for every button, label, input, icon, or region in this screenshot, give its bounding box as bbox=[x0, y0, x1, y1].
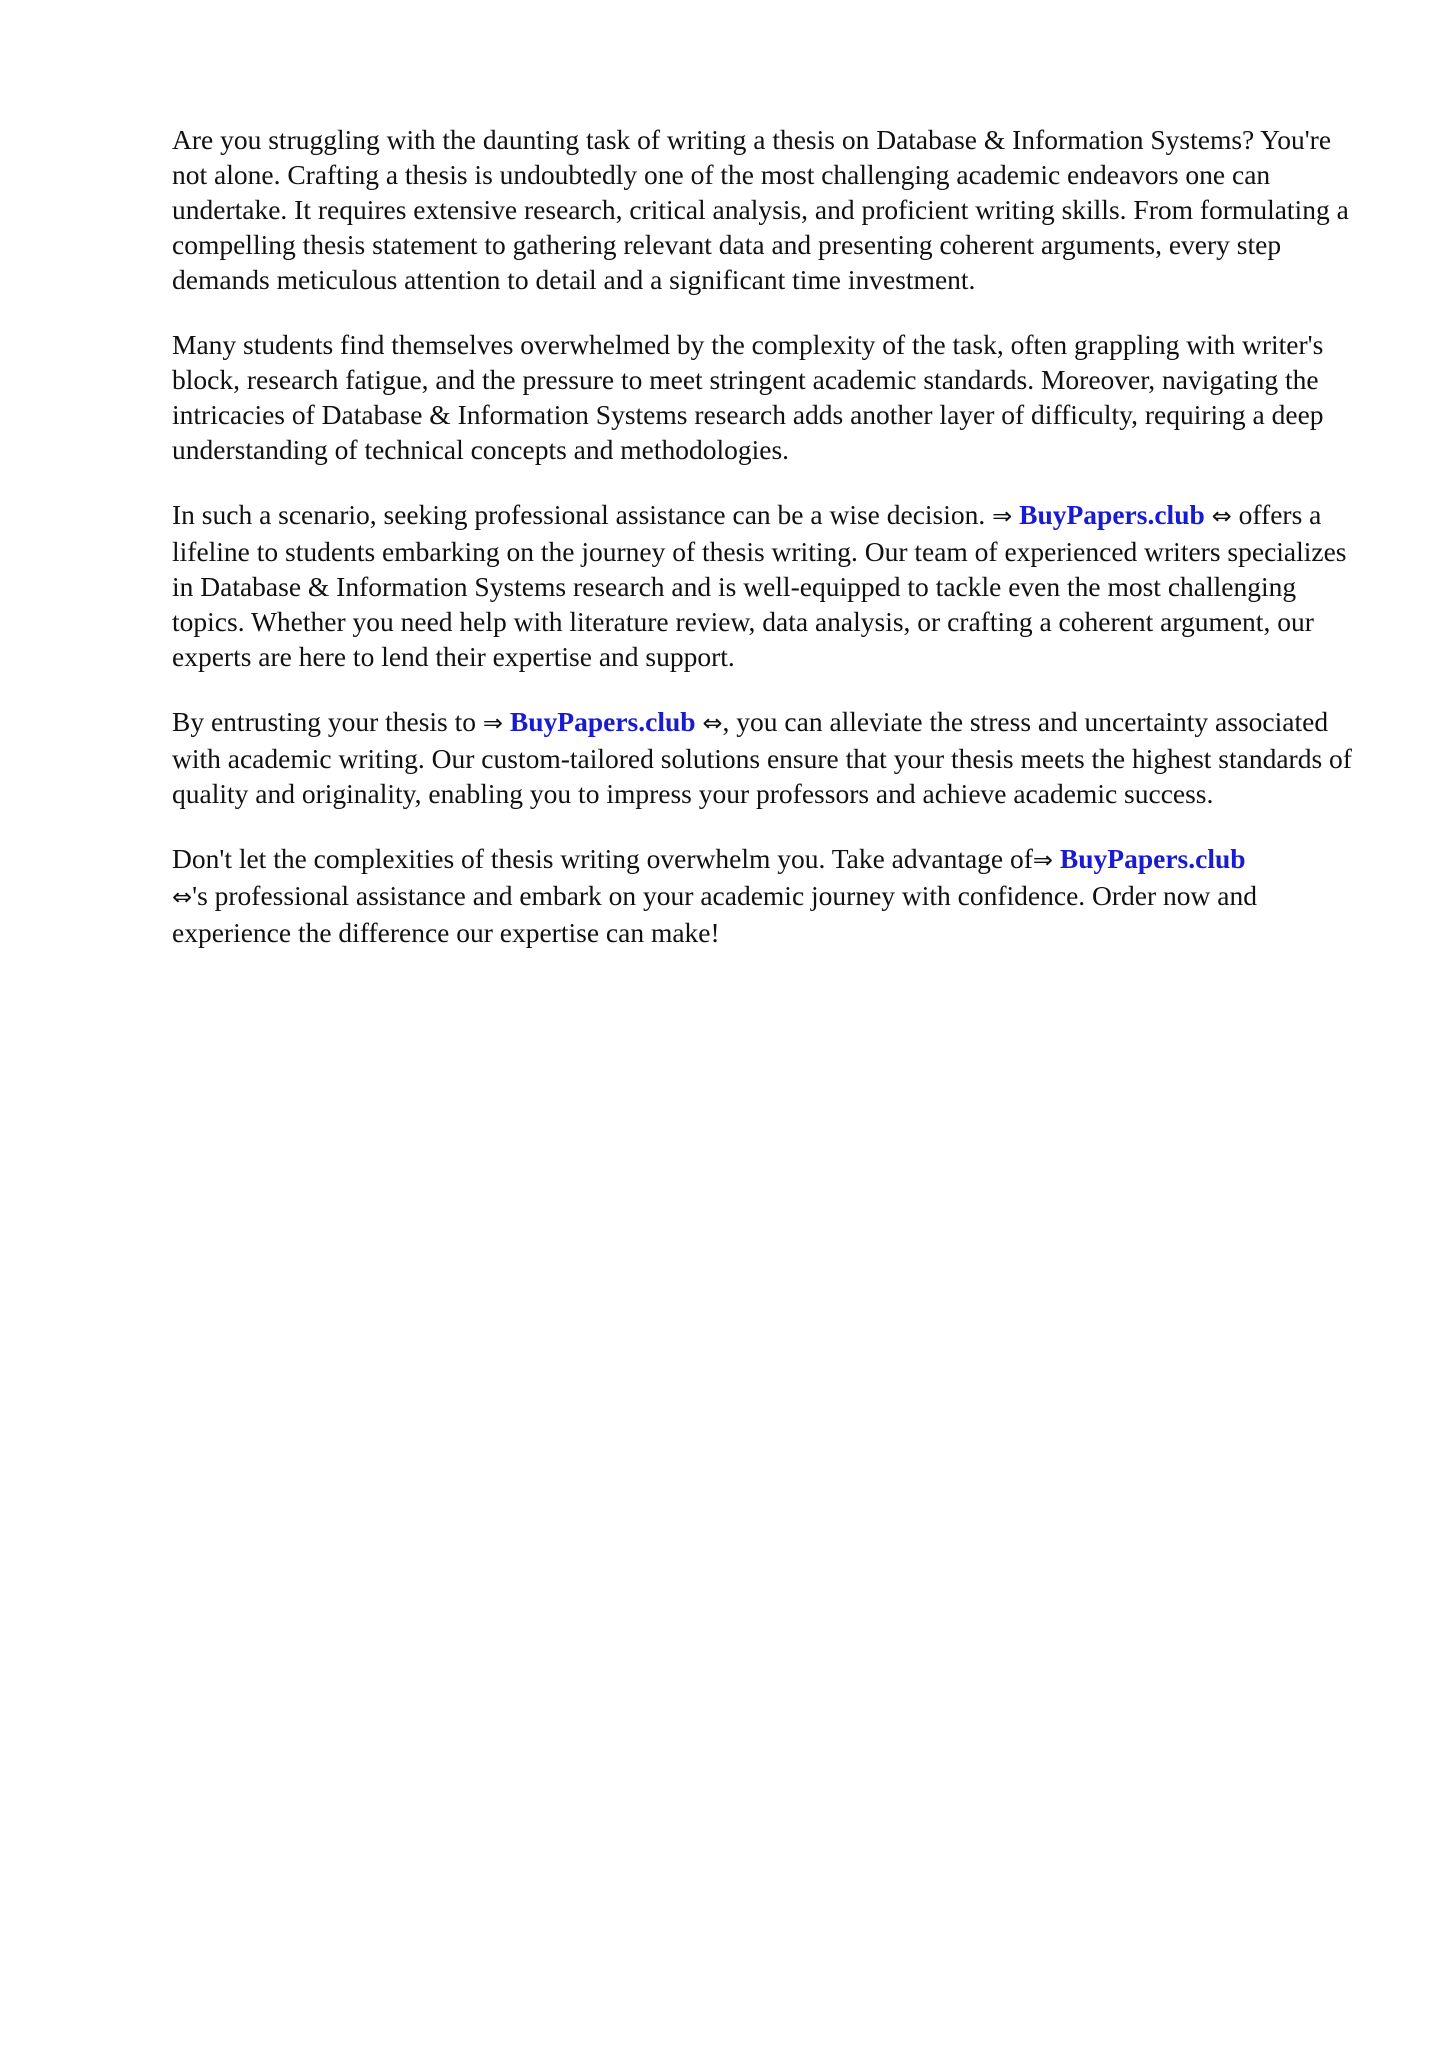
right-arrow-icon: ⇒ bbox=[482, 709, 504, 737]
paragraph-entrusting-text-after: , you can alleviate the stress and uncertainty associated with academic writing. Our custom-tailored solutions ensure that your thesis meets the highest standards of quality and originality, enabling you to impress your professors and achieve academic success. bbox=[172, 706, 1352, 809]
paragraph-entrusting bbox=[172, 704, 1372, 811]
double-arrow-icon: ⇔ bbox=[702, 709, 723, 737]
paragraph-assistance-text-before: In such a scenario, seeking professional assistance can be a wise decision. bbox=[172, 499, 993, 530]
double-arrow-icon: ⇔ bbox=[1211, 502, 1232, 530]
paragraph-entrusting-text-before: By entrusting your thesis to bbox=[172, 706, 483, 737]
paragraph-assistance bbox=[172, 497, 1372, 674]
buypapers-link[interactable]: BuyPapers.club bbox=[509, 706, 696, 737]
paragraph-challenges: Many students find themselves overwhelmed by the complexity of the task, often grappling with writer's block, research fatigue, and the pressure to meet stringent academic standards. Moreover, navigating the intricacies of Database & Information Systems research adds another layer of difficulty, requiring a deep understanding of technical concepts and methodologies. bbox=[172, 329, 1324, 465]
buypapers-link[interactable]: BuyPapers.club bbox=[1059, 843, 1246, 874]
right-arrow-icon: ⇒ bbox=[1032, 846, 1054, 874]
buypapers-link[interactable]: BuyPapers.club bbox=[1019, 499, 1205, 530]
paragraph-intro: Are you struggling with the daunting task of writing a thesis on Database & Information Systems? You're not alone. Crafting a thesis is undoubtedly one of the most challenging academic endeavors one can undertake. It requires extensive research, critical analysis, and proficient writing skills. From formulating a compelling thesis statement to gathering relevant data and presenting coherent arguments, every step demands meticulous attention to detail and a significant time investment. bbox=[172, 124, 1349, 295]
document-page bbox=[172, 122, 1372, 980]
paragraph-assistance-text-after: offers a lifeline to students embarking on the journey of thesis writing. Our team of experienced writers specializes in Database & Information Systems research and is well-equipped to tackle even the most challenging topics. Whether you need help with literature review, data analysis, or crafting a coherent argument, our experts are here to lend their expertise and support. bbox=[172, 499, 1347, 672]
paragraph-closing-text-after: 's professional assistance and embark on your academic journey with confidence. Order now and experience the difference our expertise can make! bbox=[172, 880, 1257, 948]
double-arrow-icon: ⇔ bbox=[172, 883, 193, 911]
right-arrow-icon: ⇒ bbox=[992, 502, 1013, 530]
paragraph-closing-text-before: Don't let the complexities of thesis writing overwhelm you. Take advantage of bbox=[172, 843, 1033, 874]
paragraph-closing bbox=[172, 841, 1372, 950]
